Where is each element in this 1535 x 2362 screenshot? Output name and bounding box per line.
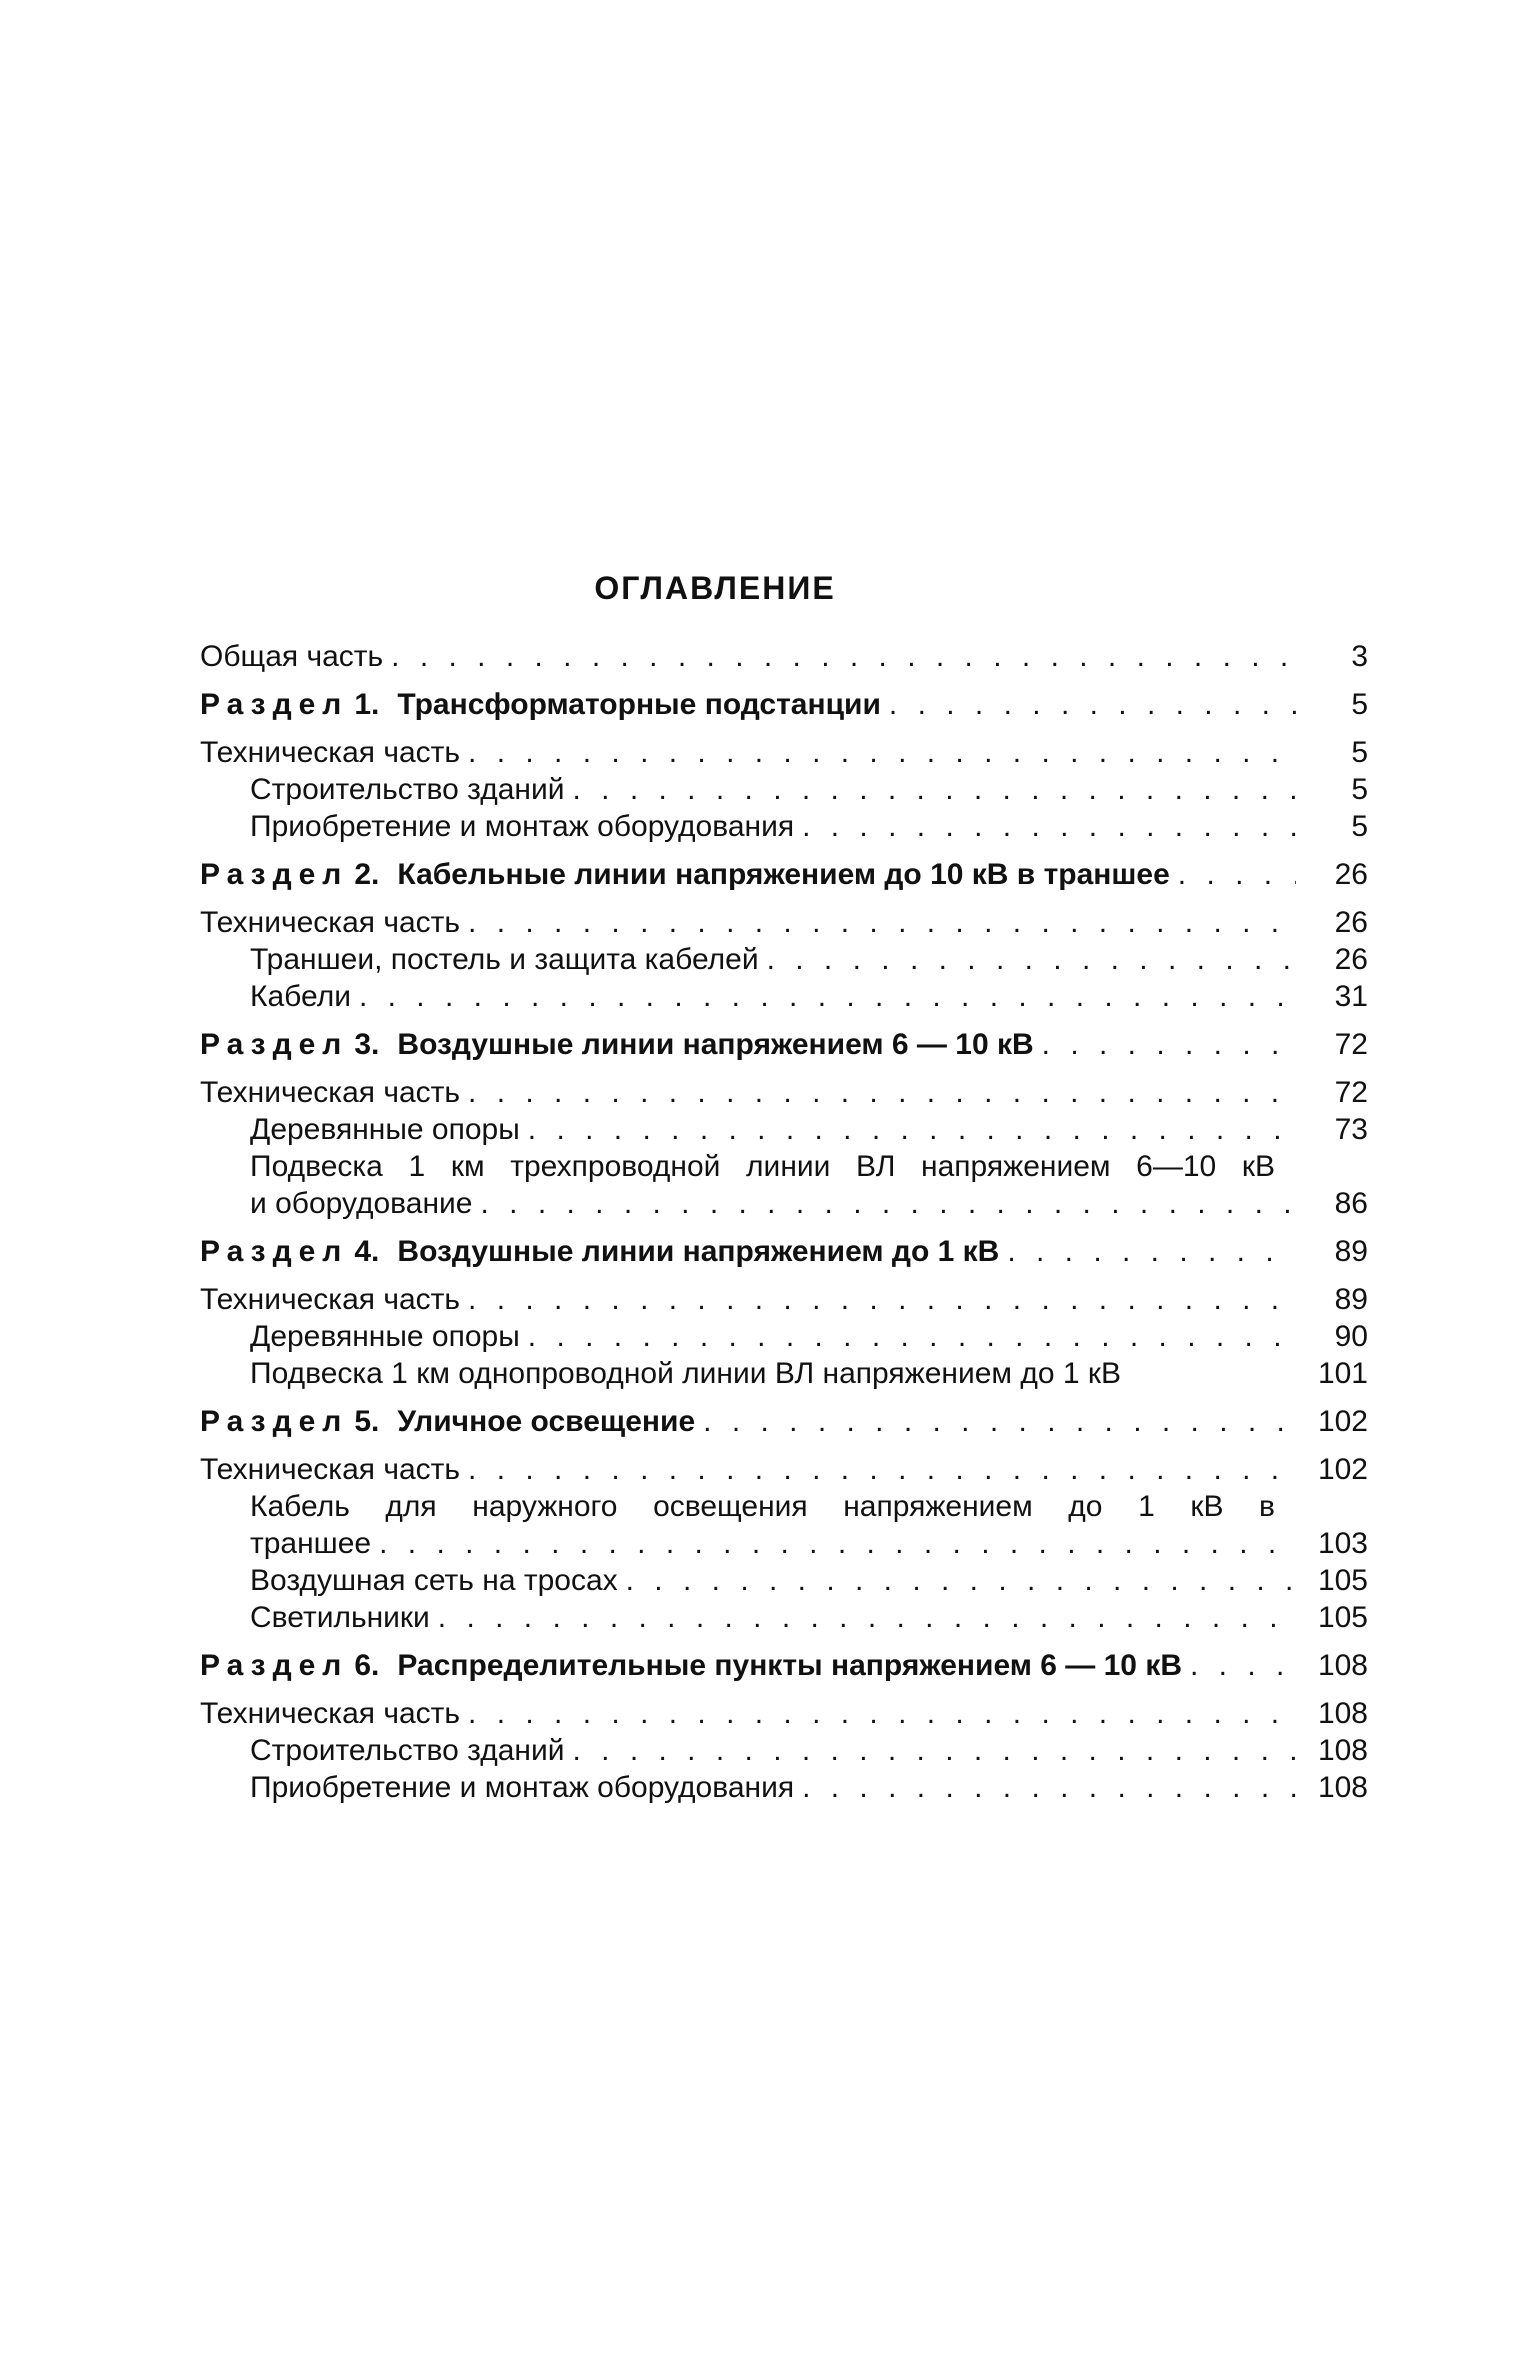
section-title: Распределительные пункты напряжением 6 — 10 кВ (397, 1649, 1183, 1682)
toc-entry (200, 1074, 1368, 1111)
page-number: 26 (1334, 943, 1368, 976)
page-number: 90 (1334, 1320, 1368, 1353)
page-number: 103 (1317, 1527, 1368, 1560)
toc-entry (200, 1185, 1368, 1222)
toc-entry (200, 1355, 1368, 1392)
toc-subentry-title: Светильники (250, 1601, 430, 1634)
toc-entry (200, 1281, 1368, 1318)
toc-entry (200, 1562, 1368, 1599)
toc-subentry-title: Воздушная сеть на тросах (250, 1564, 618, 1597)
toc-subentry-line (200, 1488, 1368, 1525)
toc-entry-title: Техническая часть (200, 1283, 461, 1316)
toc-entry (200, 1525, 1368, 1562)
toc-subentry-title: Деревянные опоры (250, 1320, 520, 1353)
page-number: 73 (1334, 1113, 1368, 1146)
page-number: 31 (1334, 980, 1368, 1013)
toc-subentry-line (200, 1148, 1368, 1185)
toc-subentry-title: Строительство зданий (250, 1734, 565, 1767)
toc-subentry-title: Строительство зданий (250, 773, 565, 806)
toc-entry (200, 1111, 1368, 1148)
page-number: 102 (1317, 1453, 1368, 1486)
page-number: 101 (1317, 1357, 1368, 1390)
page-number: 72 (1334, 1076, 1368, 1109)
dot-leader (468, 1281, 1296, 1318)
section-heading (200, 856, 1170, 893)
dot-leader (703, 1403, 1296, 1440)
section-title: Трансформаторные подстанции (397, 688, 881, 721)
toc-entry (200, 686, 1368, 723)
toc-entry (200, 1647, 1368, 1684)
dot-leader (528, 1111, 1296, 1148)
toc-entry (200, 638, 1368, 675)
toc-entry (200, 1318, 1368, 1355)
page-number: 5 (1351, 736, 1368, 769)
page-number: 102 (1317, 1405, 1368, 1438)
toc-entry (200, 1026, 1368, 1063)
page-number: 108 (1317, 1734, 1368, 1767)
dot-leader (468, 1695, 1296, 1732)
toc-entry-title: Техническая часть (200, 906, 461, 939)
page-number: 5 (1351, 773, 1368, 806)
page-number: 26 (1334, 906, 1368, 939)
section-prefix: Раздел (200, 688, 349, 721)
dot-leader (359, 978, 1296, 1015)
dot-leader (480, 1185, 1296, 1222)
section-title: Уличное освещение (397, 1405, 696, 1438)
toc-subentry-title: Подвеска 1 км однопроводной линии ВЛ напряжением до 1 кВ (250, 1357, 1122, 1390)
toc-subentry-title: Траншеи, постель и защита кабелей (250, 943, 759, 976)
toc-entry (200, 734, 1368, 771)
dot-leader (468, 734, 1296, 771)
section-number: 2. (354, 858, 380, 891)
toc-entry (200, 1233, 1368, 1270)
dot-leader (626, 1562, 1296, 1599)
toc-subentry-title: Кабели (250, 980, 351, 1013)
section-prefix: Раздел (200, 1649, 349, 1682)
page-number: 72 (1334, 1028, 1368, 1061)
dot-leader (889, 686, 1296, 723)
dot-leader (1042, 1026, 1296, 1063)
toc-entry-title: Техническая часть (200, 736, 461, 769)
toc-entry (200, 1769, 1368, 1806)
toc-entry (200, 1451, 1368, 1488)
toc-entry (200, 808, 1368, 845)
page-number: 108 (1317, 1649, 1368, 1682)
toc-entry-title: Техническая часть (200, 1076, 461, 1109)
toc-entry (200, 1403, 1368, 1440)
page-title: ОГЛАВЛЕНИЕ (594, 570, 836, 606)
toc-entry-title: Общая часть (200, 640, 384, 673)
toc-subentry-title: Приобретение и монтаж оборудования (250, 810, 795, 843)
dot-leader (1190, 1647, 1296, 1684)
page-number: 89 (1334, 1235, 1368, 1268)
dot-leader (468, 1074, 1296, 1111)
section-prefix: Раздел (200, 1235, 349, 1268)
dot-leader (802, 1769, 1296, 1806)
dot-leader (468, 1451, 1296, 1488)
dot-leader (573, 771, 1297, 808)
page-number: 89 (1334, 1283, 1368, 1316)
toc-entry (200, 1599, 1368, 1636)
page-number: 105 (1317, 1564, 1368, 1597)
dot-leader (391, 638, 1296, 675)
page-number: 3 (1351, 640, 1368, 673)
section-heading (200, 1403, 695, 1440)
dot-leader (528, 1318, 1296, 1355)
page-number: 105 (1317, 1601, 1368, 1634)
section-number: 1. (354, 688, 380, 721)
page-number: 26 (1334, 858, 1368, 891)
toc-subentry-title: Приобретение и монтаж оборудования (250, 1771, 795, 1804)
section-number: 6. (354, 1649, 380, 1682)
section-heading (200, 686, 881, 723)
dot-leader (1178, 856, 1296, 893)
section-title: Воздушные линии напряжением до 1 кВ (397, 1235, 1000, 1268)
section-title: Воздушные линии напряжением 6 — 10 кВ (397, 1028, 1034, 1061)
table-of-contents (200, 638, 1368, 1806)
page-number: 86 (1334, 1187, 1368, 1220)
dot-leader (438, 1599, 1296, 1636)
page-number: 108 (1317, 1697, 1368, 1730)
dot-leader (767, 941, 1296, 978)
section-prefix: Раздел (200, 1405, 349, 1438)
page-number: 108 (1317, 1771, 1368, 1804)
dot-leader (802, 808, 1296, 845)
page-number: 5 (1351, 810, 1368, 843)
dot-leader (379, 1525, 1296, 1562)
section-heading (200, 1647, 1182, 1684)
toc-entry (200, 978, 1368, 1015)
page-number: 5 (1351, 688, 1368, 721)
section-title: Кабельные линии напряжением до 10 кВ в траншее (397, 858, 1170, 891)
toc-entry (200, 1732, 1368, 1769)
toc-entry-title: Техническая часть (200, 1453, 461, 1486)
toc-subentry-title-line1: Подвеска 1 км трехпроводной линии ВЛ напряжением 6—10 кВ (250, 1150, 1275, 1183)
toc-subentry-title-line2: траншее (250, 1527, 372, 1560)
section-prefix: Раздел (200, 858, 349, 891)
section-number: 3. (354, 1028, 380, 1061)
toc-subentry-title-line2: и оборудование (250, 1187, 473, 1220)
toc-entry (200, 1695, 1368, 1732)
toc-entry (200, 856, 1368, 893)
toc-entry (200, 771, 1368, 808)
dot-leader (1007, 1233, 1296, 1270)
section-number: 5. (354, 1405, 380, 1438)
toc-entry (200, 941, 1368, 978)
section-prefix: Раздел (200, 1028, 349, 1061)
section-heading (200, 1026, 1034, 1063)
toc-subentry-title: Деревянные опоры (250, 1113, 520, 1146)
toc-entry (200, 904, 1368, 941)
toc-entry-title: Техническая часть (200, 1697, 461, 1730)
toc-subentry-title-line1: Кабель для наружного освещения напряжением до 1 кВ в (250, 1490, 1275, 1523)
section-heading (200, 1233, 999, 1270)
dot-leader (468, 904, 1296, 941)
dot-leader (573, 1732, 1297, 1769)
section-number: 4. (354, 1235, 380, 1268)
